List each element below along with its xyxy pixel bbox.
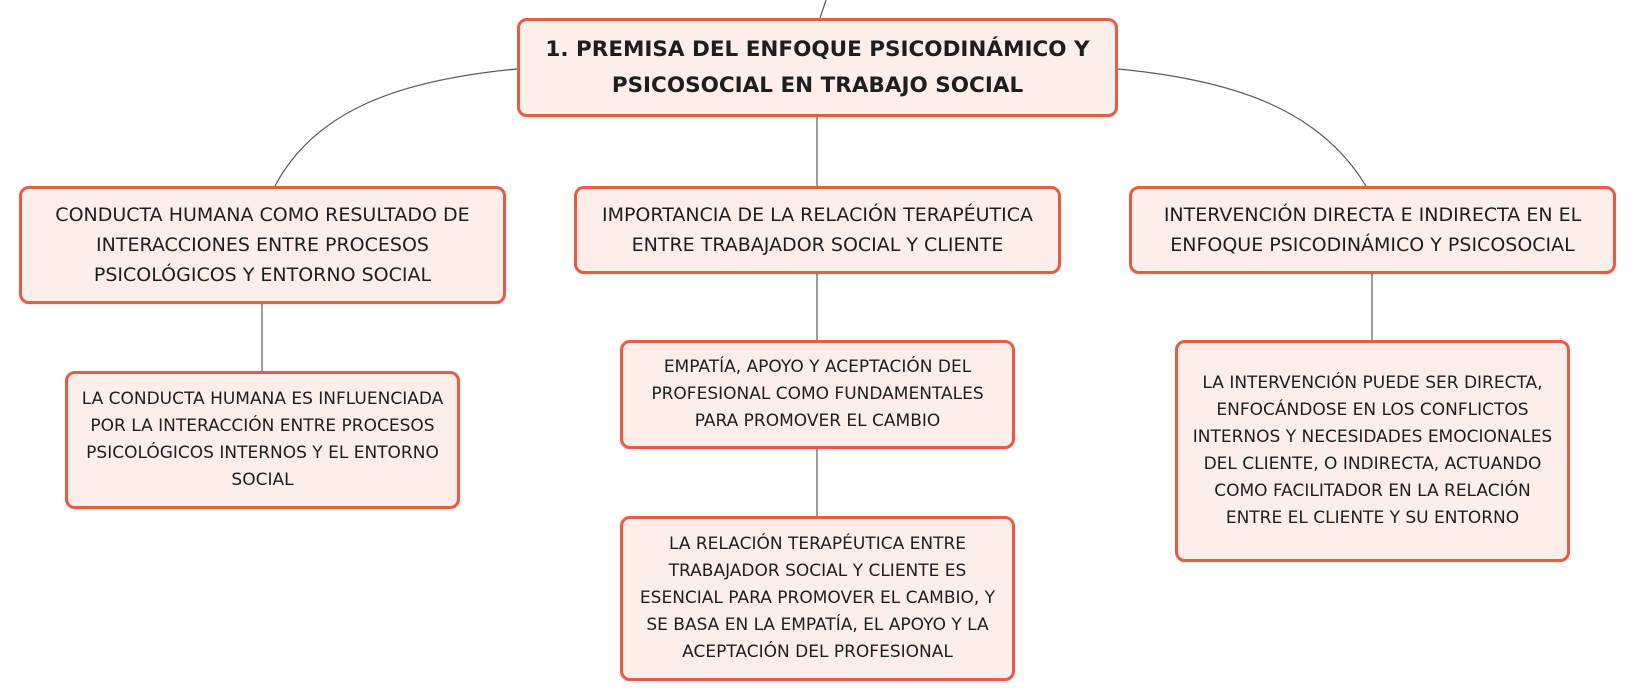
connector-root-to-topic-3 bbox=[1118, 69, 1366, 186]
subtopic-label: EMPATÍA, APOYO Y ACEPTACIÓN DEL PROFESIONAL COMO FUNDAMENTALES PARA PROMOVER EL CAMBIO bbox=[651, 357, 984, 431]
central-topic-node[interactable] bbox=[517, 18, 1118, 117]
subtopic-label: LA CONDUCTA HUMANA ES INFLUENCIADA POR LA INTERACCIÓN ENTRE PROCESOS PSICOLÓGICOS INTERNOS Y EL ENTORNO SOCIAL bbox=[81, 389, 444, 490]
subtopic-node-intervencion-directa[interactable] bbox=[1175, 340, 1570, 562]
subtopic-label: LA INTERVENCIÓN PUEDE SER DIRECTA, ENFOCÁNDOSE EN LOS CONFLICTOS INTERNOS Y NECESIDADES EMOCIONALES DEL CLIENTE, O INDIRECTA, ACTUANDO COMO FACILITADOR EN LA RELACIÓN ENTRE EL CLIENTE Y SU ENTORNO bbox=[1192, 373, 1553, 528]
topic-node-intervencion[interactable] bbox=[1129, 186, 1616, 274]
topic-node-relacion-terapeutica[interactable] bbox=[574, 186, 1061, 274]
topic-label: CONDUCTA HUMANA COMO RESULTADO DE INTERACCIONES ENTRE PROCESOS PSICOLÓGICOS Y ENTORNO SOCIAL bbox=[55, 204, 470, 286]
connector-root-to-topic-1 bbox=[275, 69, 517, 186]
central-topic-label: 1. PREMISA DEL ENFOQUE PSICODINÁMICO Y PSICOSOCIAL EN TRABAJO SOCIAL bbox=[545, 36, 1090, 98]
subtopic-node-empatia-apoyo[interactable] bbox=[620, 340, 1015, 449]
topic-node-conducta-humana[interactable] bbox=[19, 186, 506, 304]
subtopic-node-conducta-influenciada[interactable] bbox=[65, 371, 460, 509]
subtopic-label: LA RELACIÓN TERAPÉUTICA ENTRE TRABAJADOR SOCIAL Y CLIENTE ES ESENCIAL PARA PROMOVER EL CAMBIO, Y SE BASA EN LA EMPATÍA, EL APOYO Y LA ACEPTACIÓN DEL PROFESIONAL bbox=[639, 534, 996, 662]
topic-label: IMPORTANCIA DE LA RELACIÓN TERAPÉUTICA ENTRE TRABAJADOR SOCIAL Y CLIENTE bbox=[601, 204, 1034, 256]
subtopic-node-relacion-esencial[interactable] bbox=[620, 516, 1015, 681]
topic-label: INTERVENCIÓN DIRECTA E INDIRECTA EN EL ENFOQUE PSICODINÁMICO Y PSICOSOCIAL bbox=[1163, 204, 1582, 256]
connector-parent-to-root bbox=[820, 0, 826, 18]
